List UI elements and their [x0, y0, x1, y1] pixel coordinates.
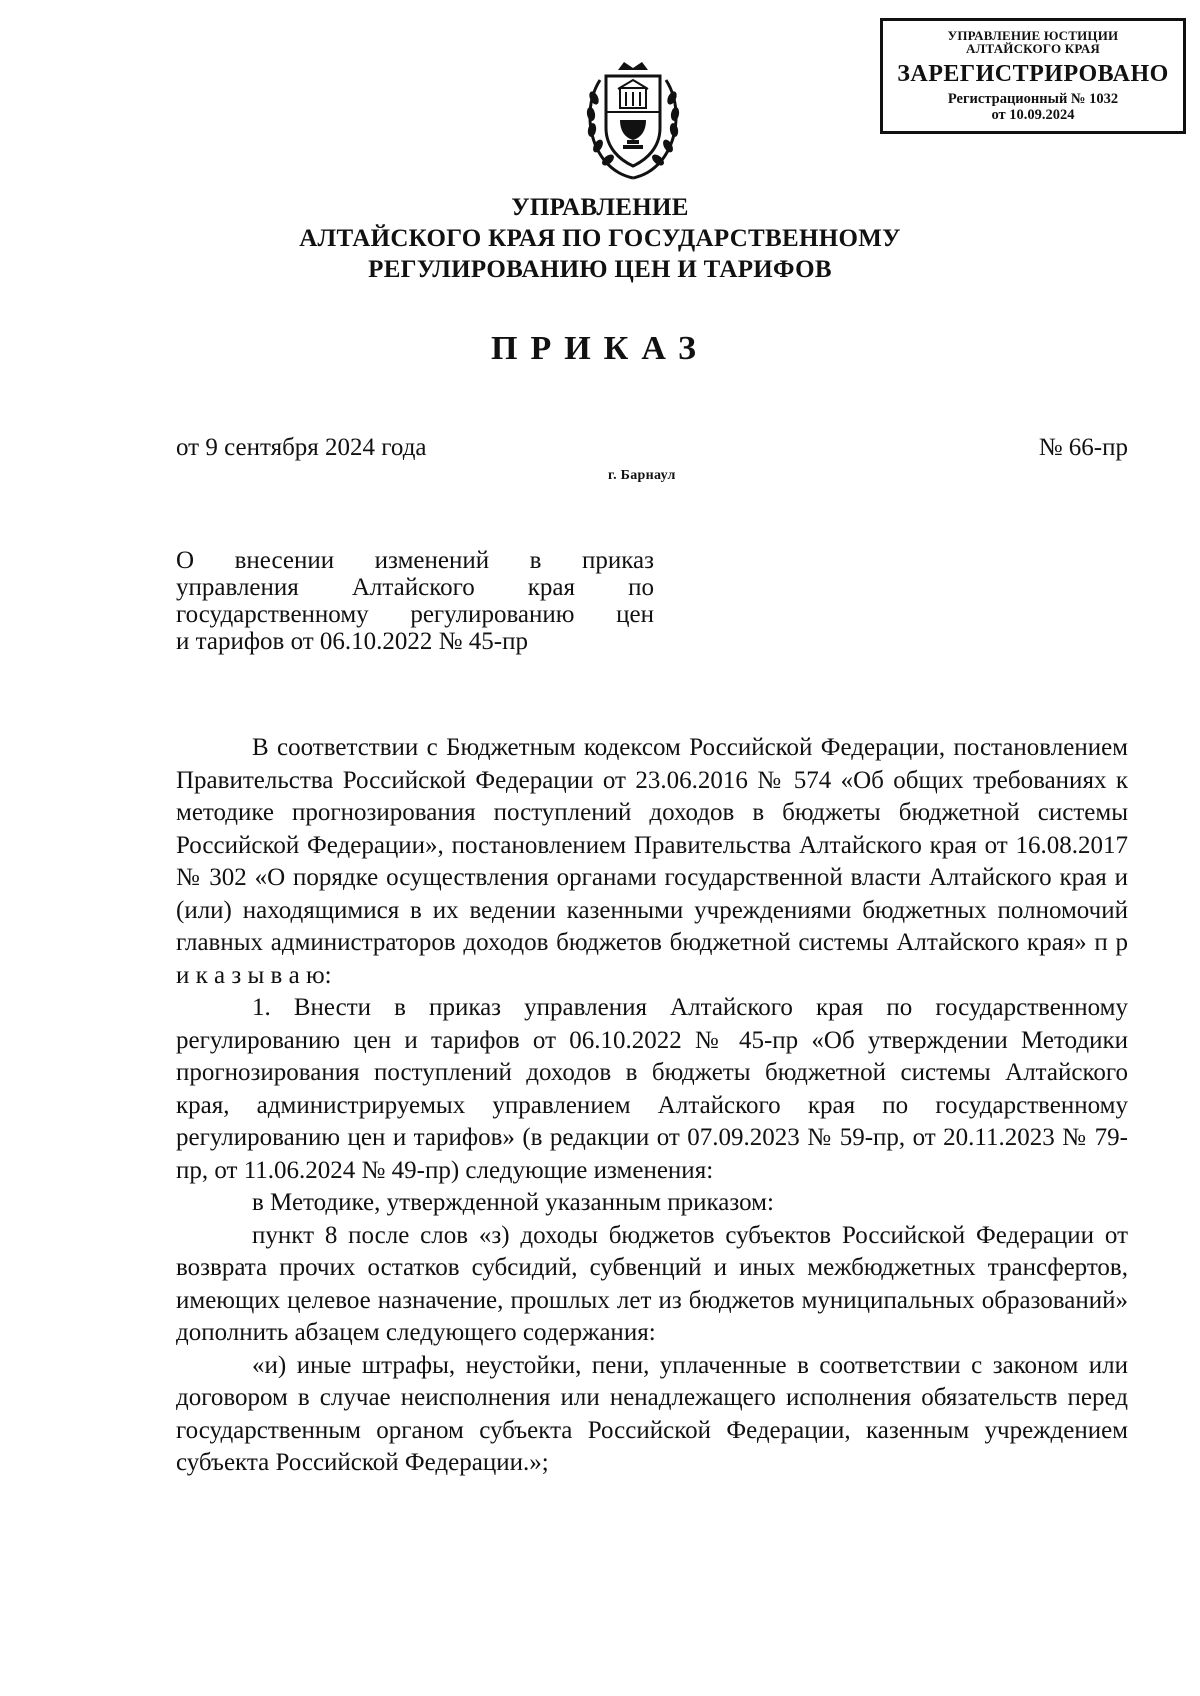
subject-line-1: О внесении изменений в приказ [176, 547, 654, 574]
registration-stamp [880, 18, 1186, 134]
stamp-agency-line1: УПРАВЛЕНИЕ ЮСТИЦИИ [947, 28, 1119, 43]
subject-line-2: управления Алтайского края по [176, 574, 654, 601]
order-body [176, 732, 1128, 1480]
stamp-reg-date: от 10.09.2024 [991, 107, 1075, 123]
org-line-2: АЛТАЙСКОГО КРАЯ ПО ГОСУДАРСТВЕННОМУ [299, 225, 901, 252]
document-type-title: ПРИКАЗ [491, 330, 709, 367]
issuing-organization [0, 192, 1200, 285]
org-line-1: УПРАВЛЕНИЕ [511, 194, 689, 221]
new-subitem-paragraph: «и) иные штрафы, неустойки, пени, уплаченные в соответствии с законом или договором в случае неисполнения или ненадлежащего исполнения обязательств перед государственным органом субъекта Российской Федерации, казенным учреждением субъекта Российской Федерации.»; [176, 1351, 1128, 1476]
methodology-paragraph: в Методике, утвержденной указанным приказом: [252, 1189, 774, 1216]
item-8-paragraph: пункт 8 после слов «з) доходы бюджетов субъектов Российской Федерации от возврата прочих остатков субсидий, субвенций и иных межбюджетных трансфертов, имеющих целевое назначение, прошлых лет из бюджетов муниципальных образований» дополнить абзацем следующего содержания: [176, 1221, 1128, 1346]
clause-1-paragraph: 1. Внести в приказ управления Алтайского края по государственному регулированию цен и тарифов от 06.10.2022 № 45-пр «Об утверждении Методики прогнозирования поступлений доходов в бюджеты бюджетной системы Алтайского края, администрируемых управлением Алтайского края по государственному регулированию цен и тарифов» (в редакции от 07.09.2023 № 59-пр, от 20.11.2023 № 79-пр, от 11.06.2024 № 49-пр) следующие изменения: [176, 994, 1128, 1184]
stamp-title: ЗАРЕГИСТРИРОВАНО [897, 61, 1169, 87]
preamble-paragraph: В соответствии с Бюджетным кодексом Российской Федерации, постановлением Правительства Российской Федерации от 23.06.2016 № 574 «Об общих требованиях к методике прогнозирования поступлений доходов в бюджеты бюджетной системы Российской Федерации», постановлением Правительства Алтайского края от 16.08.2017 № 302 «О порядке осуществления органами государственной власти Алтайского края и (или) находящимися в их ведении казенными учреждениями бюджетных полномочий главных администраторов доходов бюджетов бюджетной системы Алтайского края» п р и к а з ы в а ю: [176, 734, 1128, 989]
altai-krai-coat-of-arms-icon [580, 58, 686, 184]
issuing-city: г. Барнаул [608, 468, 676, 483]
org-line-3: РЕГУЛИРОВАНИЮ ЦЕН И ТАРИФОВ [368, 256, 832, 283]
stamp-agency-line2: АЛТАЙСКОГО КРАЯ [966, 41, 1100, 56]
order-date: от 9 сентября 2024 года [176, 434, 427, 461]
order-subject [176, 547, 654, 655]
subject-line-3: государственному регулированию цен [176, 601, 654, 628]
subject-line-4: и тарифов от 06.10.2022 № 45-пр [176, 628, 528, 655]
order-number: № 66-пр [1038, 434, 1128, 461]
stamp-reg-number: Регистрационный № 1032 [947, 91, 1119, 107]
